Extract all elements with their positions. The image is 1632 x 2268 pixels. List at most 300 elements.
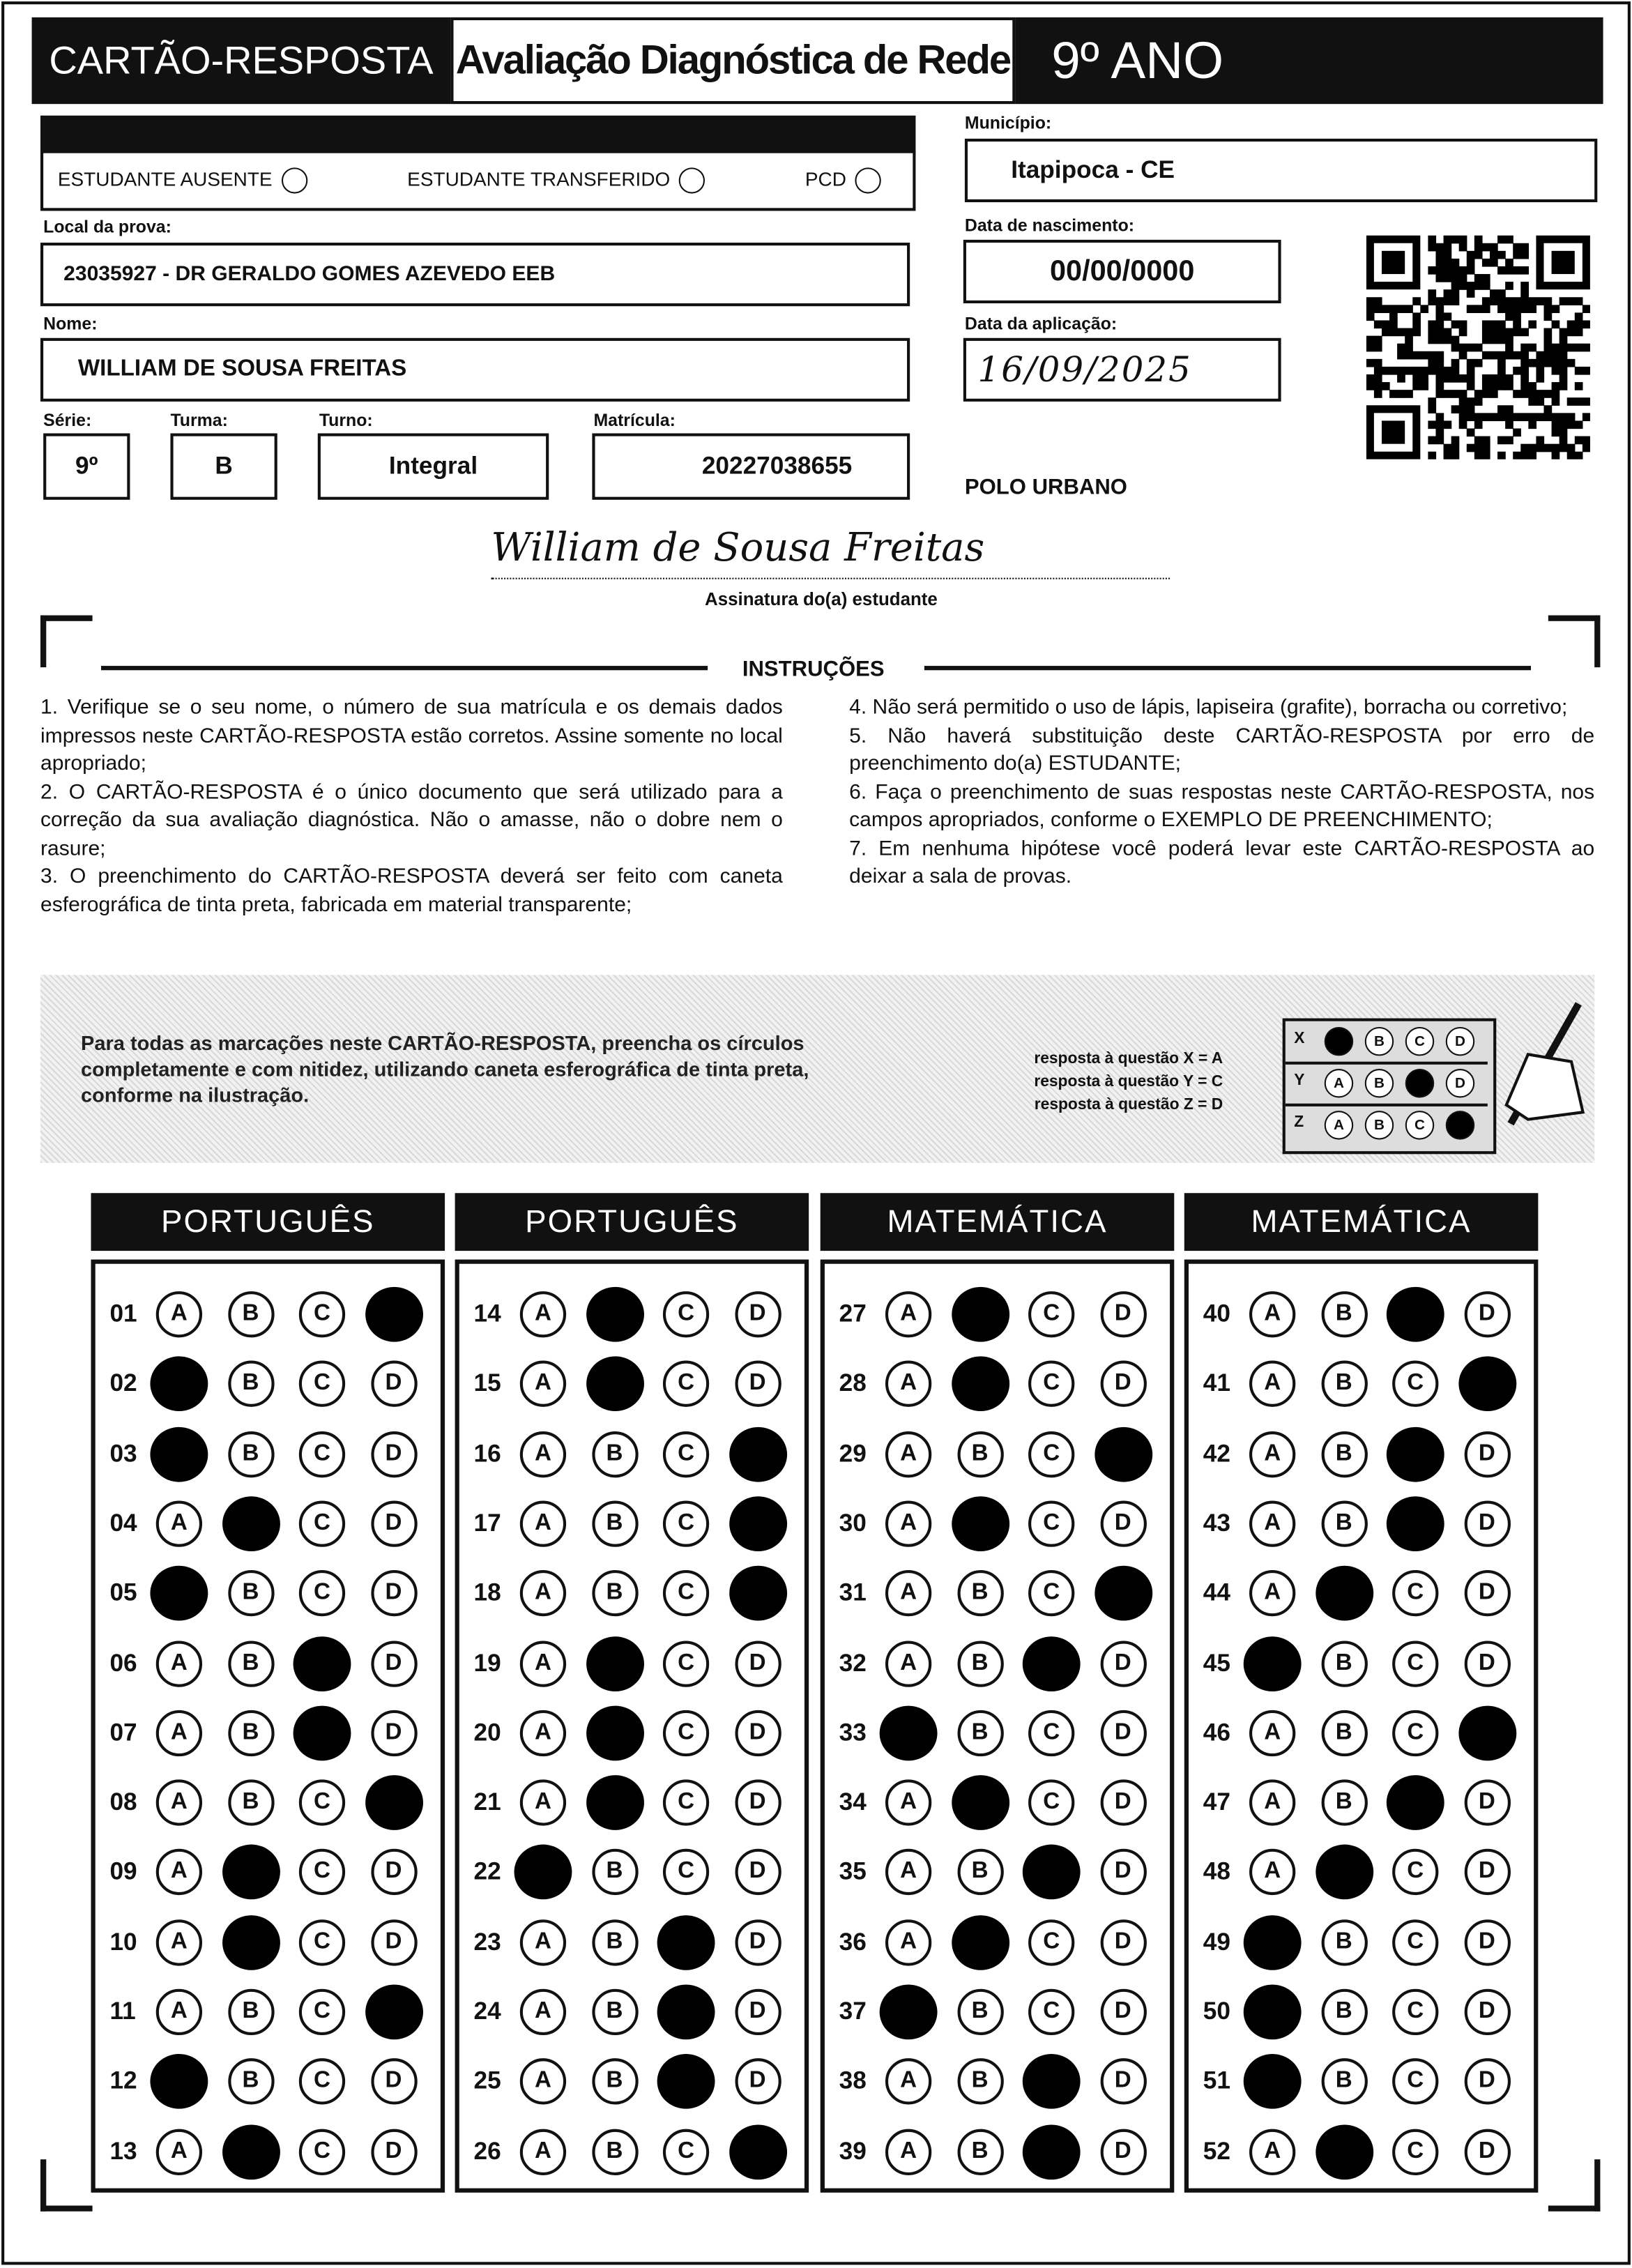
answer-bubble-filled[interactable] <box>1315 2124 1373 2179</box>
divider <box>101 666 708 670</box>
answer-bubble[interactable]: D <box>1464 1989 1510 2035</box>
answer-bubble-filled[interactable] <box>1023 2124 1081 2179</box>
question-row <box>1189 2053 1535 2111</box>
question-row <box>825 1634 1171 1692</box>
question-number: 41 <box>1203 1369 1230 1397</box>
question-number: 48 <box>1203 1858 1230 1886</box>
answer-bubble[interactable]: D <box>370 1570 416 1616</box>
answer-bubble[interactable]: A <box>156 1500 202 1546</box>
answer-bubble[interactable]: A <box>1249 1431 1295 1477</box>
answer-bubble[interactable]: B <box>1321 1291 1367 1337</box>
answer-bubble-filled[interactable] <box>729 1566 786 1621</box>
answer-bubble[interactable]: C <box>1028 1989 1074 2035</box>
answer-bubble[interactable]: D <box>370 1500 416 1546</box>
question-number: 32 <box>839 1648 867 1677</box>
example-row <box>1286 1063 1488 1106</box>
answer-bubble[interactable]: A <box>156 1850 202 1896</box>
ausente-checkbox[interactable] <box>281 167 307 193</box>
answer-bubble[interactable]: C <box>663 1640 709 1686</box>
question-number: 44 <box>1203 1578 1230 1607</box>
corner-mark <box>40 2159 93 2212</box>
answer-bubble[interactable]: B <box>227 1431 273 1477</box>
answer-bubble[interactable]: C <box>663 1361 709 1407</box>
answer-bubble[interactable]: D <box>1100 1291 1146 1337</box>
answer-bubble[interactable]: A <box>1249 1710 1295 1756</box>
answer-bubble-filled[interactable] <box>150 1566 208 1621</box>
answer-bubble[interactable]: A <box>156 1291 202 1337</box>
answer-bubble-filled[interactable] <box>1315 1566 1373 1621</box>
answer-column <box>91 1260 445 2193</box>
answer-bubble[interactable]: D <box>1464 2059 1510 2105</box>
answer-bubble[interactable]: B <box>957 1570 1003 1616</box>
answer-bubble-filled[interactable] <box>657 1985 715 2040</box>
answer-bubble[interactable]: B <box>1321 1919 1367 1965</box>
answer-bubble-filled[interactable] <box>1315 1845 1373 1900</box>
answer-bubble[interactable]: D <box>1100 1361 1146 1407</box>
question-number: 15 <box>473 1369 501 1397</box>
question-number: 31 <box>839 1578 867 1607</box>
answer-bubble[interactable]: C <box>663 1431 709 1477</box>
pcd-checkbox[interactable] <box>855 167 880 193</box>
answer-bubble-filled[interactable] <box>1458 1705 1516 1760</box>
question-number: 16 <box>473 1439 501 1468</box>
answer-bubble[interactable]: B <box>1321 1361 1367 1407</box>
answer-bubble[interactable]: C <box>663 1710 709 1756</box>
answer-bubble[interactable]: B <box>957 1989 1003 2035</box>
answer-bubble[interactable]: D <box>370 2059 416 2105</box>
question-row <box>96 1425 442 1483</box>
answer-bubble[interactable]: B <box>957 1431 1003 1477</box>
question-row <box>1189 1286 1535 1344</box>
example-text: Para todas as marcações neste CARTÃO-RESPOSTA, preencha os círculos completamente e com nitidez, utilizando caneta esferográfica de tinta preta, conforme na ilustração. <box>81 1031 809 1106</box>
answer-bubble-filled[interactable] <box>1458 1357 1516 1412</box>
answer-bubble[interactable]: B <box>227 1570 273 1616</box>
status-transferido[interactable] <box>407 167 705 193</box>
question-number: 20 <box>473 1718 501 1746</box>
question-row <box>459 1704 806 1762</box>
answer-bubble[interactable]: C <box>1028 1710 1074 1756</box>
answer-bubble[interactable]: A <box>520 2129 566 2175</box>
answer-bubble[interactable]: D <box>1464 1919 1510 1965</box>
answer-bubble[interactable]: D <box>1464 1291 1510 1337</box>
answer-bubble[interactable]: C <box>1392 1850 1438 1896</box>
question-number: 49 <box>1203 1928 1230 1956</box>
answer-bubble[interactable]: A <box>520 1431 566 1477</box>
question-row <box>96 1286 442 1344</box>
local-field: 23035927 - DR GERALDO GOMES AZEVEDO EEB <box>40 243 910 306</box>
example-bubble: B <box>1365 1069 1394 1097</box>
question-number: 36 <box>839 1928 867 1956</box>
answer-bubble[interactable]: D <box>734 1989 780 2035</box>
answer-bubble-filled[interactable] <box>729 1426 786 1482</box>
answer-bubble[interactable]: C <box>1028 1361 1074 1407</box>
status-pcd[interactable] <box>805 167 881 193</box>
answer-bubble-filled[interactable] <box>222 1845 280 1900</box>
question-row <box>825 2123 1171 2181</box>
question-number: 37 <box>839 1997 867 2025</box>
answer-bubble[interactable]: A <box>520 1361 566 1407</box>
answer-bubble[interactable]: B <box>591 1989 637 2035</box>
question-row <box>1189 1774 1535 1832</box>
answer-bubble-filled[interactable] <box>150 2055 208 2110</box>
section-header: MATEMÁTICA <box>1184 1193 1539 1251</box>
answer-bubble[interactable]: D <box>370 1361 416 1407</box>
question-number: 29 <box>839 1439 867 1468</box>
answer-bubble[interactable]: B <box>227 1989 273 2035</box>
answer-bubble[interactable]: A <box>885 1780 931 1826</box>
answer-bubble[interactable]: B <box>591 1431 637 1477</box>
example-bubble: A <box>1325 1111 1353 1139</box>
answer-bubble-filled[interactable] <box>951 1775 1009 1830</box>
answer-bubble-filled[interactable] <box>365 1775 422 1830</box>
answer-bubble-filled[interactable] <box>657 1915 715 1970</box>
answer-bubble[interactable]: C <box>663 1500 709 1546</box>
answer-bubble[interactable]: C <box>1392 1989 1438 2035</box>
answer-bubble-filled[interactable] <box>150 1426 208 1482</box>
answer-bubble[interactable]: A <box>885 1431 931 1477</box>
example-bubble: B <box>1365 1111 1394 1139</box>
question-number: 46 <box>1203 1718 1230 1746</box>
aplicacao-label: Data da aplicação: <box>964 313 1118 334</box>
matricula-label: Matrícula: <box>593 410 676 431</box>
answer-bubble[interactable]: B <box>1321 1500 1367 1546</box>
answer-bubble[interactable]: C <box>299 1780 345 1826</box>
answer-bubble-filled[interactable] <box>1387 1775 1444 1830</box>
answer-bubble[interactable]: D <box>1464 1570 1510 1616</box>
question-number: 50 <box>1203 1997 1230 2025</box>
answer-bubble[interactable]: D <box>734 2059 780 2105</box>
answer-bubble-filled[interactable] <box>586 1775 643 1830</box>
answer-bubble[interactable]: D <box>1464 1850 1510 1896</box>
answer-bubble[interactable]: C <box>299 1570 345 1616</box>
answer-bubble[interactable]: D <box>734 1780 780 1826</box>
answer-bubble[interactable]: D <box>1100 1710 1146 1756</box>
answer-bubble-filled[interactable] <box>150 1357 208 1412</box>
answer-bubble[interactable]: A <box>1249 1570 1295 1616</box>
answer-bubble[interactable]: B <box>591 1850 637 1896</box>
answer-bubble-filled[interactable] <box>586 1287 643 1342</box>
answer-bubble[interactable]: C <box>1028 1570 1074 1616</box>
answer-bubble[interactable]: A <box>885 1850 931 1896</box>
answer-bubble[interactable]: B <box>957 1850 1003 1896</box>
aplicacao-field: 16/09/2025 <box>963 338 1281 402</box>
answer-bubble[interactable]: D <box>734 1640 780 1686</box>
answer-bubble[interactable]: C <box>299 1361 345 1407</box>
answer-bubble-filled[interactable] <box>293 1636 351 1691</box>
answer-bubble-filled[interactable] <box>1387 1496 1444 1551</box>
answer-bubble-filled[interactable] <box>586 1357 643 1412</box>
answer-column <box>1184 1260 1539 2193</box>
answer-bubble[interactable]: D <box>1464 1640 1510 1686</box>
answer-bubble-filled[interactable] <box>951 1287 1009 1342</box>
signature: William de Sousa Freitas <box>491 526 1170 579</box>
question-number: 19 <box>473 1648 501 1677</box>
answer-bubble[interactable]: D <box>1100 1640 1146 1686</box>
answer-bubble-filled[interactable] <box>880 1985 938 2040</box>
answer-bubble[interactable]: D <box>370 1919 416 1965</box>
answer-bubble[interactable]: B <box>227 1710 273 1756</box>
ausente-label: ESTUDANTE AUSENTE <box>57 168 273 190</box>
answer-bubble[interactable]: B <box>957 1640 1003 1686</box>
answer-bubble[interactable]: C <box>1392 1640 1438 1686</box>
nascimento-field: 00/00/0000 <box>963 240 1281 303</box>
answer-bubble[interactable]: A <box>1249 1361 1295 1407</box>
question-row <box>1189 1983 1535 2041</box>
matricula-field: 20227038655 <box>592 434 910 500</box>
answer-bubble[interactable]: A <box>156 1640 202 1686</box>
answer-bubble-filled[interactable] <box>1244 2055 1302 2110</box>
answer-bubble[interactable]: A <box>885 1640 931 1686</box>
answer-bubble[interactable]: D <box>734 1850 780 1896</box>
answer-bubble[interactable]: C <box>299 1919 345 1965</box>
answer-bubble[interactable]: D <box>1100 1850 1146 1896</box>
answer-bubble[interactable]: B <box>227 1640 273 1686</box>
answer-bubble[interactable]: C <box>299 1850 345 1896</box>
answer-bubble[interactable]: A <box>885 1570 931 1616</box>
answer-bubble-filled[interactable] <box>657 2055 715 2110</box>
answer-bubble-filled[interactable] <box>1023 2055 1081 2110</box>
answer-bubble[interactable]: C <box>299 2129 345 2175</box>
question-number: 03 <box>109 1439 137 1468</box>
answer-bubble-filled[interactable] <box>1244 1915 1302 1970</box>
answer-bubble-filled[interactable] <box>1387 1287 1444 1342</box>
question-row <box>459 2053 806 2111</box>
question-number: 02 <box>109 1369 137 1397</box>
example-line: resposta à questão X = A <box>1034 1050 1223 1067</box>
answer-bubble[interactable]: A <box>156 1710 202 1756</box>
question-row <box>459 1355 806 1413</box>
question-number: 28 <box>839 1369 867 1397</box>
answer-bubble[interactable]: C <box>299 2059 345 2105</box>
question-row <box>1189 1495 1535 1553</box>
question-number: 11 <box>109 1997 136 2025</box>
question-number: 26 <box>473 2137 501 2165</box>
answer-bubble[interactable]: D <box>1100 1989 1146 2035</box>
answer-bubble[interactable]: C <box>1392 1710 1438 1756</box>
answer-bubble[interactable]: A <box>520 1570 566 1616</box>
answer-bubble[interactable]: B <box>1321 1640 1367 1686</box>
answer-bubble[interactable]: D <box>734 1291 780 1337</box>
corner-mark <box>1548 2159 1601 2212</box>
answer-bubble[interactable]: D <box>734 1710 780 1756</box>
answer-bubble[interactable]: B <box>957 1710 1003 1756</box>
answer-bubble[interactable]: A <box>1249 1500 1295 1546</box>
answer-bubble[interactable]: A <box>156 1919 202 1965</box>
answer-bubble[interactable]: B <box>227 1291 273 1337</box>
answer-bubble[interactable]: A <box>156 1989 202 2035</box>
answer-bubble-filled[interactable] <box>1244 1636 1302 1691</box>
example-question: X <box>1294 1030 1305 1047</box>
answer-bubble[interactable]: B <box>591 1500 637 1546</box>
answer-bubble-filled[interactable] <box>586 1705 643 1760</box>
answer-bubble[interactable]: D <box>1464 2129 1510 2175</box>
answer-bubble-filled[interactable] <box>1244 1985 1302 2040</box>
question-row <box>96 1843 442 1901</box>
answer-bubble[interactable]: D <box>1100 1500 1146 1546</box>
question-row <box>1189 1565 1535 1622</box>
question-row <box>825 2053 1171 2111</box>
answer-bubble[interactable]: C <box>1028 1431 1074 1477</box>
answer-bubble-filled[interactable] <box>1094 1426 1152 1482</box>
answer-bubble[interactable]: A <box>520 1919 566 1965</box>
question-number: 42 <box>1203 1439 1230 1468</box>
answer-bubble[interactable]: A <box>156 1780 202 1826</box>
answer-bubble[interactable]: D <box>370 2129 416 2175</box>
question-row <box>1189 2123 1535 2181</box>
status-box <box>40 150 915 211</box>
example-question: Z <box>1294 1113 1304 1132</box>
answer-bubble[interactable]: D <box>370 1710 416 1756</box>
question-number: 06 <box>109 1648 137 1677</box>
question-row <box>825 1495 1171 1553</box>
answer-bubble[interactable]: C <box>1028 1500 1074 1546</box>
answer-bubble[interactable]: A <box>885 1919 931 1965</box>
answer-bubble[interactable]: A <box>520 1780 566 1826</box>
answer-bubble-filled[interactable] <box>729 1496 786 1551</box>
question-row <box>1189 1634 1535 1692</box>
answer-bubble[interactable]: A <box>520 1640 566 1686</box>
answer-bubble-filled[interactable] <box>365 1985 422 2040</box>
answer-bubble[interactable]: A <box>520 2059 566 2105</box>
answer-bubble-filled[interactable] <box>222 1915 280 1970</box>
answer-bubble[interactable]: A <box>1249 2129 1295 2175</box>
answer-bubble[interactable]: A <box>520 1291 566 1337</box>
answer-bubble[interactable]: C <box>1028 1291 1074 1337</box>
answer-bubble[interactable]: D <box>1100 2129 1146 2175</box>
answer-bubble[interactable]: C <box>663 1291 709 1337</box>
answer-bubble[interactable]: D <box>370 1640 416 1686</box>
question-number: 05 <box>109 1578 137 1607</box>
answer-bubble-filled[interactable] <box>1387 1426 1444 1482</box>
example-line: resposta à questão Z = D <box>1034 1096 1223 1114</box>
question-number: 21 <box>473 1788 501 1816</box>
example-row <box>1286 1021 1488 1065</box>
answer-bubble-filled[interactable] <box>222 2124 280 2179</box>
example-bubble: B <box>1365 1027 1394 1056</box>
answer-bubble[interactable]: C <box>299 1989 345 2035</box>
answer-bubble-filled[interactable] <box>951 1915 1009 1970</box>
answer-bubble[interactable]: C <box>663 1780 709 1826</box>
answer-bubble[interactable]: B <box>591 2129 637 2175</box>
answer-bubble[interactable]: C <box>299 1431 345 1477</box>
question-row <box>825 1704 1171 1762</box>
answer-bubble[interactable]: D <box>1464 1500 1510 1546</box>
answer-bubble[interactable]: A <box>885 1291 931 1337</box>
answer-bubble[interactable]: B <box>227 2059 273 2105</box>
answer-bubble[interactable]: C <box>663 1850 709 1896</box>
status-ausente[interactable] <box>58 167 307 193</box>
answer-bubble-filled[interactable] <box>514 1845 572 1900</box>
answer-bubble[interactable]: B <box>591 1919 637 1965</box>
answer-bubble[interactable]: A <box>520 1500 566 1546</box>
answer-bubble[interactable]: B <box>227 1780 273 1826</box>
answer-bubble[interactable]: A <box>885 2059 931 2105</box>
question-row <box>825 1983 1171 2041</box>
answer-bubble[interactable]: D <box>1464 1780 1510 1826</box>
answer-bubble[interactable]: C <box>1392 1570 1438 1616</box>
answer-bubble-filled[interactable] <box>1023 1636 1081 1691</box>
answer-bubble[interactable]: B <box>227 1361 273 1407</box>
answer-bubble[interactable]: A <box>1249 1850 1295 1896</box>
answer-bubble[interactable]: C <box>663 2129 709 2175</box>
answer-bubble[interactable]: B <box>1321 1989 1367 2035</box>
answer-bubble[interactable]: D <box>734 1919 780 1965</box>
answer-bubble-filled[interactable] <box>1094 1566 1152 1621</box>
question-row <box>459 1843 806 1901</box>
answer-bubble[interactable]: C <box>1392 1919 1438 1965</box>
answer-bubble[interactable]: C <box>299 1291 345 1337</box>
question-number: 09 <box>109 1858 137 1886</box>
answer-bubble[interactable]: C <box>299 1500 345 1546</box>
answer-bubble[interactable]: A <box>1249 1780 1295 1826</box>
answer-bubble[interactable]: D <box>1100 1919 1146 1965</box>
answer-bubble[interactable]: D <box>1464 1431 1510 1477</box>
answer-bubble-filled[interactable] <box>729 2124 786 2179</box>
answer-bubble-filled[interactable] <box>293 1705 351 1760</box>
turno-label: Turno: <box>319 410 373 431</box>
answer-bubble-filled[interactable] <box>222 1496 280 1551</box>
municipio-label: Município: <box>964 112 1052 133</box>
answer-bubble[interactable]: B <box>1321 1780 1367 1826</box>
answer-bubble[interactable]: C <box>1392 2129 1438 2175</box>
question-number: 34 <box>839 1788 867 1816</box>
answer-bubble[interactable]: B <box>957 2129 1003 2175</box>
divider <box>924 666 1531 670</box>
answer-bubble-filled[interactable] <box>1023 1845 1081 1900</box>
answer-bubble[interactable]: A <box>156 2129 202 2175</box>
question-number: 12 <box>109 2067 137 2095</box>
answer-bubble[interactable]: A <box>885 1361 931 1407</box>
answer-bubble[interactable]: B <box>1321 1431 1367 1477</box>
answer-bubble-filled[interactable] <box>951 1357 1009 1412</box>
question-number: 22 <box>473 1858 501 1886</box>
answer-bubble[interactable]: A <box>885 1500 931 1546</box>
section-header: PORTUGUÊS <box>455 1193 809 1251</box>
answer-bubble[interactable]: D <box>370 1431 416 1477</box>
answer-bubble-filled[interactable] <box>365 1287 422 1342</box>
answer-bubble-filled[interactable] <box>951 1496 1009 1551</box>
answer-bubble[interactable]: A <box>520 1989 566 2035</box>
question-row <box>825 1286 1171 1344</box>
answer-bubble[interactable]: A <box>885 2129 931 2175</box>
answer-bubble[interactable]: D <box>370 1850 416 1896</box>
answer-bubble[interactable]: C <box>1392 1361 1438 1407</box>
answer-bubble[interactable]: C <box>663 1570 709 1616</box>
answer-bubble[interactable]: A <box>1249 1291 1295 1337</box>
question-number: 47 <box>1203 1788 1230 1816</box>
question-number: 45 <box>1203 1648 1230 1677</box>
qr-code <box>1366 236 1590 459</box>
transferido-checkbox[interactable] <box>679 167 705 193</box>
answer-bubble[interactable]: C <box>1028 1919 1074 1965</box>
answer-bubble[interactable]: B <box>1321 1710 1367 1756</box>
answer-bubble[interactable]: D <box>1100 2059 1146 2105</box>
answer-bubble[interactable]: A <box>520 1710 566 1756</box>
answer-bubble[interactable]: D <box>1100 1780 1146 1826</box>
answer-bubble[interactable]: B <box>591 2059 637 2105</box>
answer-bubble[interactable]: B <box>1321 2059 1367 2105</box>
answer-bubble[interactable]: B <box>957 2059 1003 2105</box>
answer-bubble[interactable]: D <box>734 1361 780 1407</box>
question-number: 10 <box>109 1928 137 1956</box>
question-row <box>1189 1704 1535 1762</box>
answer-bubble-filled[interactable] <box>586 1636 643 1691</box>
answer-bubble[interactable]: B <box>591 1570 637 1616</box>
answer-bubble-filled[interactable] <box>880 1705 938 1760</box>
answer-bubble[interactable]: C <box>1392 2059 1438 2105</box>
question-number: 38 <box>839 2067 867 2095</box>
answer-bubble[interactable]: C <box>1028 1780 1074 1826</box>
